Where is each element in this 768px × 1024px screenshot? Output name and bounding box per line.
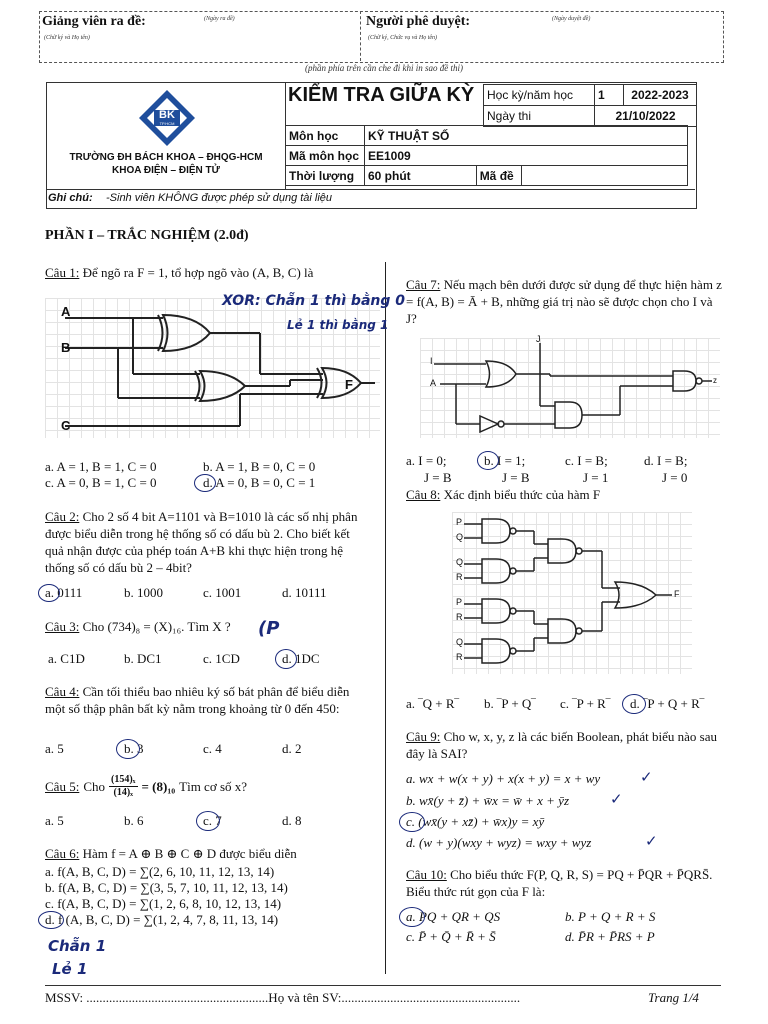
q1-input-a: A bbox=[61, 304, 71, 319]
q1-answer-circle bbox=[194, 474, 216, 492]
q5-prefix: Cho bbox=[83, 778, 105, 794]
q2-stem bbox=[45, 508, 365, 576]
q2-text: Cho 2 số 4 bit A=1101 và B=1010 là các số nhị phân được biểu diễn trong hệ thống số có dấu bù 2. Cho biết kết quả nhận được của phép toán A+B khi thực hiện trong hệ thống số có dấu bù 2 – 4bit? bbox=[45, 509, 358, 575]
q9-text: Cho w, x, y, z là các biến Boolean, phát biểu nào sau đây là SAI? bbox=[406, 729, 717, 761]
approver-date-hint: (Ngày duyệt đề) bbox=[552, 16, 591, 22]
approver-label: Người phê duyệt: bbox=[366, 14, 471, 29]
q4-text: Cần tối thiểu bao nhiêu ký số bát phân để biểu diễn một số thập phân bất kỳ nằm trong khoảng từ 0 đến 450: bbox=[45, 684, 350, 716]
q3-text: Cho (734)₈ = (X)₁₆. Tìm X ? bbox=[82, 619, 231, 634]
q8-input-p1: P bbox=[456, 517, 463, 527]
q1-input-c: C bbox=[61, 418, 71, 433]
lecturer-label: Giảng viên ra đề: bbox=[42, 14, 146, 29]
date-value: 21/10/2022 bbox=[595, 106, 697, 127]
q8-circuit bbox=[452, 512, 692, 674]
q7-option-c-line2: J = 1 bbox=[583, 470, 609, 485]
duration-value: 60 phút bbox=[365, 166, 477, 186]
q2-label: Câu 2: bbox=[45, 509, 80, 524]
q9-check-d: ✓ bbox=[645, 832, 658, 850]
q3-option-b[interactable]: b. DC1 bbox=[124, 651, 162, 666]
lecturer-sign-hint: (Chữ ký và Họ tên) bbox=[44, 35, 90, 41]
q8-option-b[interactable]: b. ‾P + Q‾ bbox=[484, 696, 536, 711]
q10-stem bbox=[406, 866, 726, 900]
q4-label: Câu 4: bbox=[45, 684, 80, 699]
q9-option-a[interactable]: a. wx + w(x + y) + x(x + y) = x + wy bbox=[406, 771, 601, 786]
note-separator bbox=[46, 189, 695, 190]
q7-answer-circle bbox=[477, 451, 499, 470]
logo bbox=[138, 89, 196, 147]
q5-option-c[interactable]: c. 7 bbox=[203, 813, 222, 828]
q8-stem bbox=[406, 486, 600, 503]
note-label: Ghi chú: bbox=[48, 192, 93, 204]
q5-fraction bbox=[109, 774, 138, 799]
code-value: EE1009 bbox=[365, 146, 688, 166]
q1-text: Để ngõ ra F = 1, tổ hợp ngõ vào (A, B, C) là bbox=[82, 265, 314, 280]
footer-rule bbox=[45, 985, 721, 986]
q10-option-a[interactable]: a. PQ + QR + QS bbox=[406, 909, 501, 924]
q10-label: Câu 10: bbox=[406, 867, 447, 882]
q7-option-d[interactable] bbox=[644, 452, 714, 486]
q9-option-d[interactable]: d. (w + y)(wxy + wyz) = wxy + wyz bbox=[406, 835, 592, 850]
q5-stem bbox=[45, 770, 247, 802]
signature-divider bbox=[360, 11, 361, 61]
q8-label: Câu 8: bbox=[406, 487, 441, 502]
q8-input-r2: R bbox=[456, 612, 463, 622]
q6-option-d[interactable]: d. f (A, B, C, D) = ∑(1, 2, 4, 7, 8, 11, 13, 14) bbox=[45, 912, 279, 927]
q9-check-a: ✓ bbox=[640, 768, 653, 786]
q1-option-c[interactable]: c. A = 0, B = 1, C = 0 bbox=[45, 475, 157, 490]
q3-option-d[interactable]: d. 1DC bbox=[282, 651, 320, 666]
q6-label: Câu 6: bbox=[45, 846, 80, 861]
exam-code-value bbox=[521, 166, 687, 186]
q7-text: Nếu mạch bên dưới được sử dụng để thực hiện hàm z = f(A, B) = Ā + B, những giá trị nào sẽ được chọn cho I và J? bbox=[406, 277, 722, 326]
q9-option-b[interactable]: b. wx̄(y + z̄) + w̄x = w̄ + x + ȳz bbox=[406, 793, 570, 808]
q1-output-f: F bbox=[345, 377, 353, 392]
q6-text: Hàm f = A ⊕ B ⊕ C ⊕ D được biểu diễn bbox=[82, 846, 297, 861]
q2-option-b[interactable]: b. 1000 bbox=[124, 585, 163, 600]
q4-option-c[interactable]: c. 4 bbox=[203, 741, 222, 756]
subject-table bbox=[285, 125, 688, 186]
q2-option-d[interactable]: d. 10111 bbox=[282, 585, 327, 600]
q1-input-b: B bbox=[61, 340, 71, 355]
q10-option-c[interactable]: c. P̄ + Q̄ + R̄ + S̄ bbox=[406, 929, 496, 944]
q3-option-a[interactable]: a. C1D bbox=[48, 651, 85, 666]
q5-denominator: (14)ₓ bbox=[113, 786, 134, 798]
q1-option-b[interactable]: b. A = 1, B = 0, C = 0 bbox=[203, 459, 316, 474]
q6-option-b[interactable]: b. f(A, B, C, D) = ∑(3, 5, 7, 10, 11, 12, 13, 14) bbox=[45, 880, 288, 895]
q7-option-d-line2: J = 0 bbox=[662, 470, 688, 485]
q5-numerator: (154)ₓ bbox=[110, 773, 136, 785]
q7-option-d-line1: d. I = B; bbox=[644, 453, 688, 468]
q1-stem bbox=[45, 264, 380, 281]
q5-suffix: Tìm cơ số x? bbox=[179, 778, 248, 794]
q7-circuit bbox=[420, 334, 720, 438]
q6-answer-circle bbox=[38, 911, 64, 929]
q2-option-a[interactable]: a. 0111 bbox=[45, 585, 83, 600]
approver-sign-hint: (Chữ ký, Chức vụ và Họ tên) bbox=[368, 35, 438, 41]
q9-check-b: ✓ bbox=[610, 790, 623, 808]
q4-option-d[interactable]: d. 2 bbox=[282, 741, 302, 756]
q8-input-q2: Q bbox=[456, 557, 464, 567]
q8-input-p2: P bbox=[456, 597, 463, 607]
q1-option-a[interactable]: a. A = 1, B = 1, C = 0 bbox=[45, 459, 157, 474]
q7-option-c[interactable] bbox=[565, 452, 635, 486]
page-number: Trang 1/4 bbox=[648, 990, 699, 1005]
q7-option-b-line2: J = B bbox=[502, 470, 530, 485]
q6-handwritten-even: Chẵn 1 bbox=[48, 937, 107, 955]
lecturer-date-hint: (Ngày ra đề) bbox=[204, 16, 235, 22]
q2-option-c[interactable]: c. 1001 bbox=[203, 585, 242, 600]
q7-option-b-line1: b. I = 1; bbox=[484, 453, 526, 468]
q10-option-b[interactable]: b. P + Q + R + S bbox=[565, 909, 656, 924]
q1-option-d[interactable]: d. A = 0, B = 0, C = 1 bbox=[203, 475, 316, 490]
q8-answer-circle bbox=[622, 694, 646, 714]
q9-stem bbox=[406, 728, 726, 762]
semester-table bbox=[483, 84, 697, 127]
q5-option-b[interactable]: b. 6 bbox=[124, 813, 144, 828]
q5-answer-circle bbox=[196, 811, 220, 831]
q10-text: Cho biểu thức F(P, Q, R, S) = PQ + P̄QR + P̄QRS̄. Biểu thức rút gọn của F là: bbox=[406, 867, 713, 899]
duration-label: Thời lượng bbox=[286, 166, 365, 186]
q5-option-d[interactable]: d. 8 bbox=[282, 813, 302, 828]
logo-text: BK bbox=[159, 109, 175, 121]
subject-label: Môn học bbox=[286, 126, 365, 146]
q8-option-d[interactable]: d. ‾P + Q + R‾ bbox=[630, 696, 705, 711]
part-title: PHẦN I – TRẮC NGHIỆM (2.0đ) bbox=[45, 228, 249, 243]
q8-input-r3: R bbox=[456, 652, 463, 662]
q7-output-z: z bbox=[713, 376, 717, 385]
q7-input-i: I bbox=[430, 356, 433, 366]
column-divider bbox=[385, 262, 386, 974]
q9-label: Câu 9: bbox=[406, 729, 441, 744]
q7-option-a-line1: a. I = 0; bbox=[406, 453, 447, 468]
q4-option-a[interactable]: a. 5 bbox=[45, 741, 64, 756]
q6-handwritten-odd: Lẻ 1 bbox=[52, 960, 88, 978]
q6-stem bbox=[45, 845, 297, 862]
q5-label: Câu 5: bbox=[45, 778, 80, 794]
q7-option-c-line1: c. I = B; bbox=[565, 453, 608, 468]
q10-answer-circle bbox=[399, 907, 425, 927]
q4-option-b[interactable]: b. 3 bbox=[124, 741, 144, 756]
q9-option-c[interactable]: c. (wx̄(y + xz̄) + w̄x)y = xȳ bbox=[406, 814, 545, 829]
q10-option-d[interactable]: d. P̄R + P̄RS + P bbox=[565, 929, 655, 944]
subject-value: KỸ THUẬT SỐ bbox=[365, 126, 688, 146]
year-value: 2022-2023 bbox=[624, 85, 697, 106]
q1-label: Câu 1: bbox=[45, 265, 80, 280]
q3-answer-circle bbox=[275, 649, 297, 669]
q4-stem bbox=[45, 683, 365, 717]
student-info-line: MSSV: ........................................................Họ và tên SV:....................................................... bbox=[45, 990, 521, 1005]
q6-option-a[interactable]: a. f(A, B, C, D) = ∑(2, 6, 10, 11, 12, 13, 14) bbox=[45, 864, 275, 879]
faculty-name: KHOA ĐIỆN – ĐIỆN TỬ bbox=[112, 165, 220, 176]
note-text: -Sinh viên KHÔNG được phép sử dụng tài liệu bbox=[106, 192, 333, 204]
q3-handwritten-note: (P bbox=[258, 618, 280, 639]
q5-option-a[interactable]: a. 5 bbox=[45, 813, 64, 828]
q1-handwritten-odd: Lẻ 1 thì bằng 1 bbox=[287, 318, 389, 332]
q8-output-f: F bbox=[674, 589, 680, 599]
q8-input-q3: Q bbox=[456, 637, 464, 647]
q8-input-q1: Q bbox=[456, 532, 464, 542]
cut-note: (phần phía trên cần che đi khi in sao đề thi) bbox=[305, 63, 463, 73]
q4-answer-circle bbox=[116, 739, 140, 759]
q2-answer-circle bbox=[38, 584, 60, 602]
q7-option-a-line2: J = B bbox=[424, 470, 452, 485]
q3-option-c[interactable]: c. 1CD bbox=[203, 651, 240, 666]
q5-equation: = (8)₁₀ bbox=[141, 778, 176, 794]
q1-handwritten-even: XOR: Chẵn 1 thì bằng 0 bbox=[222, 293, 405, 309]
exam-code-label: Mã đề bbox=[476, 166, 521, 186]
q8-text: Xác định biểu thức của hàm F bbox=[443, 487, 601, 502]
q3-label: Câu 3: bbox=[45, 619, 80, 634]
q7-stem bbox=[406, 276, 726, 327]
q3-stem bbox=[45, 618, 231, 635]
logo-subtext: TP.HCM bbox=[159, 121, 175, 126]
school-name: TRƯỜNG ĐH BÁCH KHOA – ĐHQG-HCM bbox=[69, 152, 263, 163]
q7-option-a[interactable] bbox=[406, 452, 466, 486]
q7-input-a: A bbox=[430, 378, 437, 388]
q8-input-r1: R bbox=[456, 572, 463, 582]
q9-answer-circle bbox=[399, 812, 425, 832]
exam-title: KIỂM TRA GIỮA KỲ bbox=[288, 84, 475, 106]
q6-option-c[interactable]: c. f(A, B, C, D) = ∑(1, 2, 6, 8, 10, 12, 13, 14) bbox=[45, 896, 282, 911]
code-label: Mã môn học bbox=[286, 146, 365, 166]
q7-input-j: J bbox=[536, 334, 541, 344]
q8-option-a[interactable]: a. ‾Q + R‾ bbox=[406, 696, 459, 711]
semester-label: Học kỳ/năm học bbox=[484, 85, 595, 106]
q8-option-c[interactable]: c. ‾P + R‾ bbox=[560, 696, 611, 711]
semester-value: 1 bbox=[595, 85, 624, 106]
date-label: Ngày thi bbox=[484, 106, 595, 127]
q7-label: Câu 7: bbox=[406, 277, 441, 292]
